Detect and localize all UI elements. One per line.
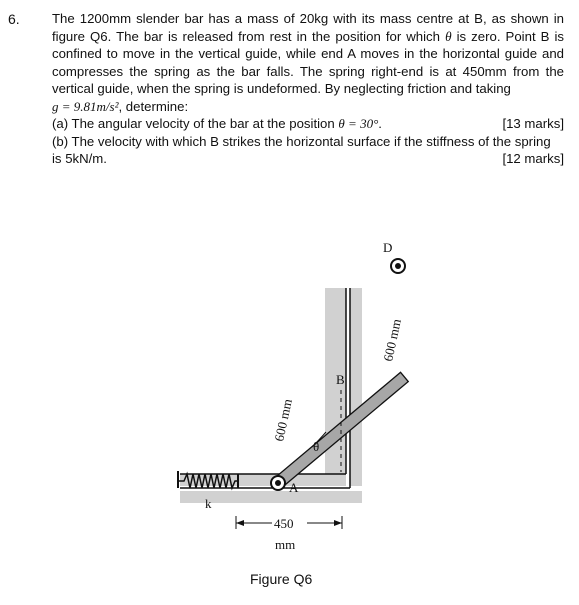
determine-text: , determine: (118, 98, 189, 114)
part-b-text-2: is 5kN/m. (52, 151, 107, 166)
part-a-theta: θ = 30° (338, 116, 379, 131)
upper-length-label: 600 mm (380, 317, 404, 363)
vertical-guide-shade-right (350, 288, 362, 486)
part-b-marks: [12 marks] (502, 151, 564, 166)
dimension-value: 450 (274, 516, 294, 531)
part-a-marks: [13 marks] (502, 116, 564, 131)
label-theta: θ (313, 439, 320, 454)
theta-symbol: θ (445, 28, 452, 44)
gravity-value: g = 9.81m/s² (52, 98, 119, 114)
lower-length-label: 600 mm (271, 397, 295, 443)
label-d: D (383, 240, 393, 255)
label-b: B (336, 372, 345, 387)
dimension-left-arrow-icon (236, 520, 244, 526)
question-intro-rest: is zero. Point B is confined to move in the vertical guide, while end A moves in the horizontal guide and compresses the spring as the bar falls. The spring right-end is at 450mm from the vertical guide, when the spring is undeformed. By neglecting friction and taking (52, 28, 565, 96)
label-k: k (205, 496, 212, 511)
part-b-text-1: (b) The velocity with which B strikes the horizontal surface if the stiffness of the spring (52, 133, 551, 149)
question-number: 6. (8, 11, 20, 27)
dimension-right-arrow-icon (334, 520, 342, 526)
pin-d-center-icon (395, 263, 401, 269)
dimension-unit: mm (275, 537, 296, 552)
figure-caption: Figure Q6 (250, 571, 313, 587)
pin-a-center-icon (275, 480, 281, 486)
part-a-end: . (378, 116, 382, 131)
part-a-text: (a) The angular velocity of the bar at the position (52, 116, 335, 131)
label-a: A (289, 480, 299, 495)
question-intro: The 1200mm slender bar has a mass of 20kg with its mass centre at B, as shown in figure Q6. The bar is released from rest in the position for which (52, 11, 564, 44)
